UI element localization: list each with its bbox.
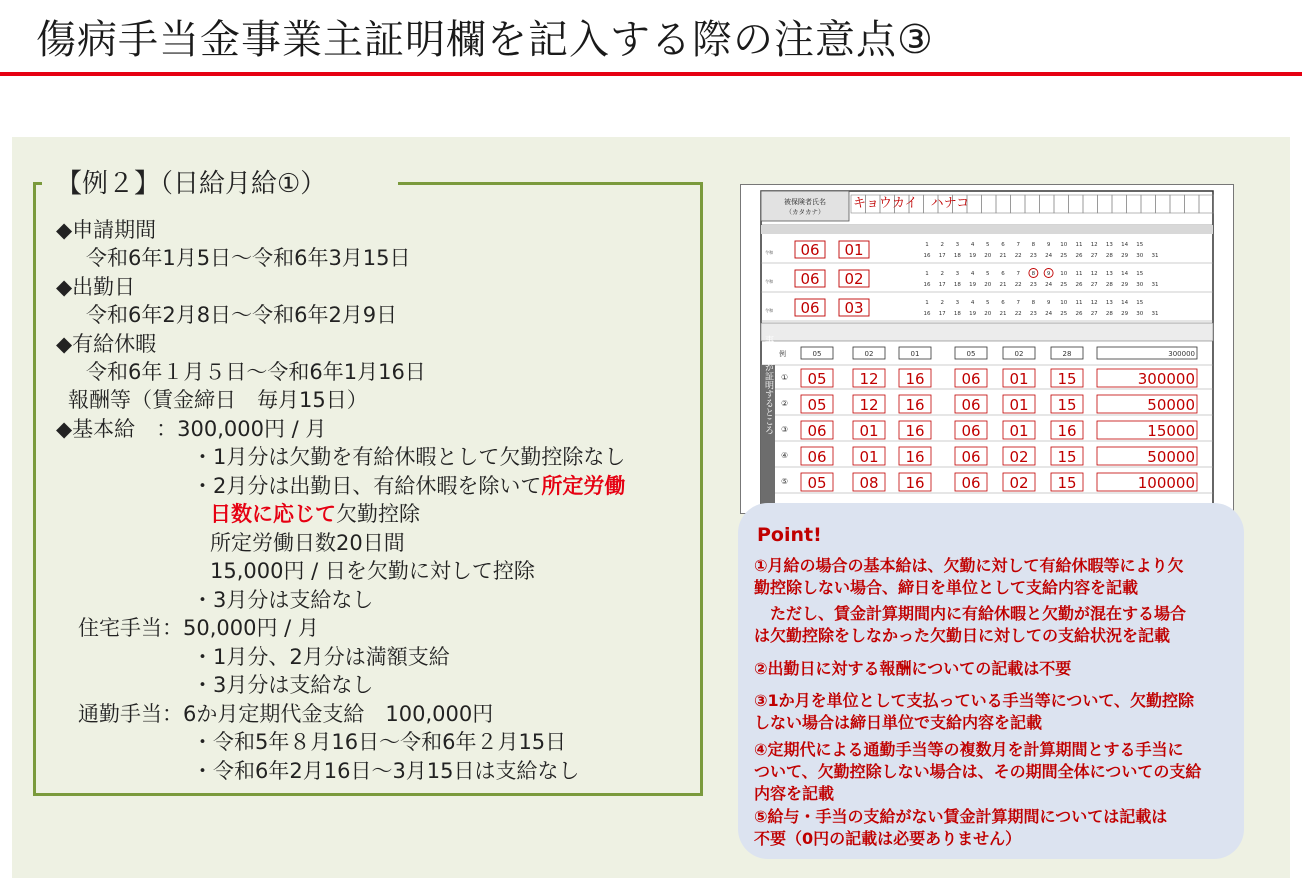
point-line-11: ⑤給与・手当の支給がない賃金計算期間については記載は xyxy=(754,807,1168,826)
heading-work-days: ◆出勤日 xyxy=(56,275,136,299)
highlight-per-days: 日数に応じて xyxy=(210,502,336,526)
point-line-2: 勤控除しない場合、締日を単位として支給内容を記載 xyxy=(754,578,1139,597)
date-digits: 15 xyxy=(1057,448,1077,466)
day-number: 24 xyxy=(1045,253,1053,259)
day-number: 27 xyxy=(1090,253,1098,259)
attendance-month: 03 xyxy=(844,299,864,317)
date-digits: 16 xyxy=(905,448,925,466)
day-number: 20 xyxy=(984,282,992,288)
day-number: 9 xyxy=(1046,300,1051,306)
day-number: 30 xyxy=(1136,282,1144,288)
date-digits: 05 xyxy=(807,370,827,388)
day-number: 6 xyxy=(1001,300,1005,306)
day-number: 28 xyxy=(1105,311,1113,317)
day-number: 25 xyxy=(1060,253,1068,259)
point-line-4: は欠勤控除をしなかった欠勤日に対しての支給状況を記載 xyxy=(754,626,1171,645)
page-title: 傷病手当金事業主証明欄を記入する際の注意点③ xyxy=(36,17,934,63)
day-number: 12 xyxy=(1090,271,1098,277)
day-number: 31 xyxy=(1151,253,1159,259)
day-number: 16 xyxy=(923,282,931,288)
day-number: 5 xyxy=(986,300,990,306)
date-digits: 05 xyxy=(812,350,822,358)
era-label: 令和 xyxy=(765,308,773,313)
housing-allowance: 住宅手当：50,000円 / 月 xyxy=(78,616,319,640)
date-digits: 16 xyxy=(905,396,925,414)
point-line-5: ②出勤日に対する報酬についての記載は不要 xyxy=(754,659,1072,678)
point-line-6: ③1か月を単位として支払っている手当等について、欠勤控除 xyxy=(754,691,1195,710)
day-number: 11 xyxy=(1075,242,1083,248)
housing-note-2: ・3月分は支給なし xyxy=(192,673,374,697)
day-number: 18 xyxy=(953,253,961,259)
date-digits: 01 xyxy=(1009,422,1029,440)
date-digits: 16 xyxy=(905,474,925,492)
day-number: 8 xyxy=(1031,242,1036,248)
commute-note-2: ・令和6年2月16日～3月15日は支給なし xyxy=(192,759,580,783)
day-number: 3 xyxy=(955,242,960,248)
date-digits: 12 xyxy=(859,370,879,388)
day-number: 26 xyxy=(1075,311,1083,317)
date-digits: 16 xyxy=(1057,422,1077,440)
base-salary-note-2 xyxy=(192,472,625,500)
day-number: 24 xyxy=(1045,311,1053,317)
day-number: 23 xyxy=(1029,282,1037,288)
day-number: 13 xyxy=(1105,242,1113,248)
base-salary-note-2-text: ・2月分は出勤日、有給休暇を除いて xyxy=(192,474,542,498)
day-number: 30 xyxy=(1136,253,1144,259)
day-number: 2 xyxy=(940,242,944,248)
day-number: 31 xyxy=(1151,282,1159,288)
day-number: 10 xyxy=(1060,242,1068,248)
day-number: 27 xyxy=(1090,282,1098,288)
day-number: 3 xyxy=(955,271,960,277)
date-digits: 15 xyxy=(1057,396,1077,414)
day-number: 7 xyxy=(1016,300,1020,306)
day-number: 16 xyxy=(923,311,931,317)
date-digits: 05 xyxy=(807,474,827,492)
pay-cutoff-note: 報酬等（賃金締日 毎月15日） xyxy=(68,388,368,412)
row-number: ① xyxy=(781,373,789,382)
day-number: 30 xyxy=(1136,311,1144,317)
day-number: 3 xyxy=(955,300,960,306)
date-digits: 06 xyxy=(961,448,981,466)
day-number: 7 xyxy=(1016,242,1020,248)
day-number: 14 xyxy=(1121,300,1129,306)
date-digits: 01 xyxy=(910,350,920,358)
day-number: 20 xyxy=(984,253,992,259)
day-number: 28 xyxy=(1105,282,1113,288)
date-digits: 01 xyxy=(859,422,879,440)
day-number: 14 xyxy=(1121,242,1129,248)
day-number: 8 xyxy=(1031,300,1036,306)
day-number: 21 xyxy=(999,311,1007,317)
attendance-month: 01 xyxy=(844,241,864,259)
date-digits: 06 xyxy=(961,422,981,440)
era-label: 令和 xyxy=(765,279,773,284)
date-digits: 06 xyxy=(961,396,981,414)
day-number: 29 xyxy=(1121,282,1129,288)
date-digits: 01 xyxy=(859,448,879,466)
day-number: 5 xyxy=(986,271,990,277)
day-number: 7 xyxy=(1016,271,1020,277)
date-digits: 16 xyxy=(905,370,925,388)
amount-digits: 50000 xyxy=(1147,448,1195,466)
day-number: 27 xyxy=(1090,311,1098,317)
day-number: 17 xyxy=(938,253,946,259)
row-number: ④ xyxy=(781,451,789,460)
heading-application-period: ◆申請期間 xyxy=(56,218,157,242)
day-number: 21 xyxy=(999,253,1007,259)
commute-note-1: ・令和5年８月16日～令和6年２月15日 xyxy=(192,730,567,754)
day-number: 26 xyxy=(1075,253,1083,259)
day-number: 28 xyxy=(1105,253,1113,259)
point-line-3: ただし、賃金計算期間内に有給休暇と欠勤が混在する場合 xyxy=(754,604,1187,623)
day-number: 1 xyxy=(925,242,929,248)
day-number: 9 xyxy=(1046,242,1051,248)
day-number: 11 xyxy=(1075,271,1083,277)
form-name-sublabel: （カタカナ） xyxy=(785,208,825,216)
amount-digits: 100000 xyxy=(1137,474,1195,492)
point-title: Point! xyxy=(757,524,822,546)
day-number: 9 xyxy=(1046,271,1051,277)
day-number: 15 xyxy=(1136,242,1144,248)
day-number: 15 xyxy=(1136,300,1144,306)
base-salary-note-1: ・1月分は欠勤を有給休暇として欠勤控除なし xyxy=(192,445,626,469)
day-number: 19 xyxy=(969,282,977,288)
form-name-label: 被保険者氏名 xyxy=(784,198,826,206)
commute-allowance: 通勤手当：6か月定期代金支給 100,000円 xyxy=(78,702,494,726)
day-number: 2 xyxy=(940,271,944,277)
base-salary-note-3 xyxy=(210,500,420,528)
point-line-7: しない場合は締日単位で支給内容を記載 xyxy=(754,713,1043,732)
day-number: 19 xyxy=(969,311,977,317)
deduction-text: 欠勤控除 xyxy=(336,502,420,526)
date-digits: 01 xyxy=(1009,396,1029,414)
date-digits: 05 xyxy=(966,350,976,358)
day-number: 6 xyxy=(1001,242,1005,248)
day-number: 18 xyxy=(953,311,961,317)
day-number: 29 xyxy=(1121,311,1129,317)
date-digits: 02 xyxy=(1009,474,1029,492)
date-digits: 15 xyxy=(1057,474,1077,492)
date-digits: 28 xyxy=(1062,350,1072,358)
day-number: 25 xyxy=(1060,311,1068,317)
day-number: 16 xyxy=(923,253,931,259)
point-line-1: ①月給の場合の基本給は、欠勤に対して有給休暇等により欠 xyxy=(754,556,1184,575)
day-number: 11 xyxy=(1075,300,1083,306)
date-digits: 08 xyxy=(859,474,879,492)
date-digits: 02 xyxy=(1009,448,1029,466)
application-period-value: 令和6年1月5日～令和6年3月15日 xyxy=(86,246,411,270)
title-underline xyxy=(0,72,1302,76)
day-number: 4 xyxy=(970,300,975,306)
date-digits: 02 xyxy=(864,350,874,358)
work-days-value: 令和6年2月8日～令和6年2月9日 xyxy=(86,303,398,327)
day-number: 4 xyxy=(970,242,975,248)
point-line-9: ついて、欠勤控除しない場合は、その期間全体についての支給 xyxy=(754,762,1202,781)
date-digits: 06 xyxy=(961,474,981,492)
base-salary-note-march: ・3月分は支給なし xyxy=(192,588,374,612)
day-number: 26 xyxy=(1075,282,1083,288)
day-number: 1 xyxy=(925,271,929,277)
form-name-value: キョウカイ ハナコ xyxy=(853,196,970,211)
day-number: 21 xyxy=(999,282,1007,288)
day-number: 10 xyxy=(1060,271,1068,277)
day-number: 24 xyxy=(1045,282,1053,288)
day-number: 14 xyxy=(1121,271,1129,277)
day-number: 4 xyxy=(970,271,975,277)
date-digits: 16 xyxy=(905,422,925,440)
day-number: 25 xyxy=(1060,282,1068,288)
date-digits: 06 xyxy=(807,422,827,440)
day-number: 13 xyxy=(1105,271,1113,277)
daily-deduction: 15,000円 / 日を欠勤に対して控除 xyxy=(210,559,535,583)
amount-digits: 15000 xyxy=(1147,422,1195,440)
day-number: 31 xyxy=(1151,311,1159,317)
paid-leave-value: 令和6年１月５日～令和6年1月16日 xyxy=(86,360,426,384)
day-number: 18 xyxy=(953,282,961,288)
day-number: 17 xyxy=(938,282,946,288)
day-number: 22 xyxy=(1014,282,1022,288)
date-digits: 05 xyxy=(807,396,827,414)
day-number: 8 xyxy=(1031,271,1036,277)
date-digits: 01 xyxy=(1009,370,1029,388)
row-number: ⑤ xyxy=(781,477,789,486)
base-salary: ◆基本給 ：300,000円 / 月 xyxy=(56,417,327,441)
example-title: 【例２】（日給月給①） xyxy=(56,169,327,199)
day-number: 6 xyxy=(1001,271,1005,277)
point-line-8: ④定期代による通勤手当等の複数月を計算期間とする手当に xyxy=(754,740,1184,759)
day-number: 29 xyxy=(1121,253,1129,259)
day-number: 10 xyxy=(1060,300,1068,306)
day-number: 2 xyxy=(940,300,944,306)
form-side-label: 事業主が証明するところ xyxy=(763,335,773,435)
row-number: ③ xyxy=(781,425,789,434)
employer-certification-form xyxy=(740,184,1234,514)
day-number: 5 xyxy=(986,242,990,248)
day-number: 22 xyxy=(1014,311,1022,317)
day-number: 17 xyxy=(938,311,946,317)
date-digits: 06 xyxy=(807,448,827,466)
row-number: ② xyxy=(781,399,789,408)
prescribed-days: 所定労働日数20日間 xyxy=(210,531,405,555)
day-number: 1 xyxy=(925,300,929,306)
day-number: 13 xyxy=(1105,300,1113,306)
point-line-12: 不要（0円の記載は必要ありません） xyxy=(754,829,1022,848)
day-number: 15 xyxy=(1136,271,1144,277)
date-digits: 15 xyxy=(1057,370,1077,388)
form-drawing xyxy=(741,185,1234,514)
attendance-year: 06 xyxy=(800,241,820,259)
amount-digits: 300000 xyxy=(1137,370,1195,388)
point-line-10: 内容を記載 xyxy=(754,784,835,803)
attendance-year: 06 xyxy=(800,299,820,317)
row-number: 例 xyxy=(779,350,786,358)
day-number: 12 xyxy=(1090,242,1098,248)
day-number: 23 xyxy=(1029,253,1037,259)
day-number: 12 xyxy=(1090,300,1098,306)
day-number: 22 xyxy=(1014,253,1022,259)
day-number: 23 xyxy=(1029,311,1037,317)
highlight-prescribed-work: 所定労働 xyxy=(541,474,626,498)
attendance-month: 02 xyxy=(844,270,864,288)
era-label: 令和 xyxy=(765,250,773,255)
date-digits: 06 xyxy=(961,370,981,388)
date-digits: 02 xyxy=(1014,350,1024,358)
housing-note-1: ・1月分、2月分は満額支給 xyxy=(192,645,450,669)
date-digits: 12 xyxy=(859,396,879,414)
amount-digits: 50000 xyxy=(1147,396,1195,414)
day-number: 19 xyxy=(969,253,977,259)
day-number: 20 xyxy=(984,311,992,317)
heading-paid-leave: ◆有給休暇 xyxy=(56,332,157,356)
attendance-year: 06 xyxy=(800,270,820,288)
amount-digits: 300000 xyxy=(1168,350,1195,358)
